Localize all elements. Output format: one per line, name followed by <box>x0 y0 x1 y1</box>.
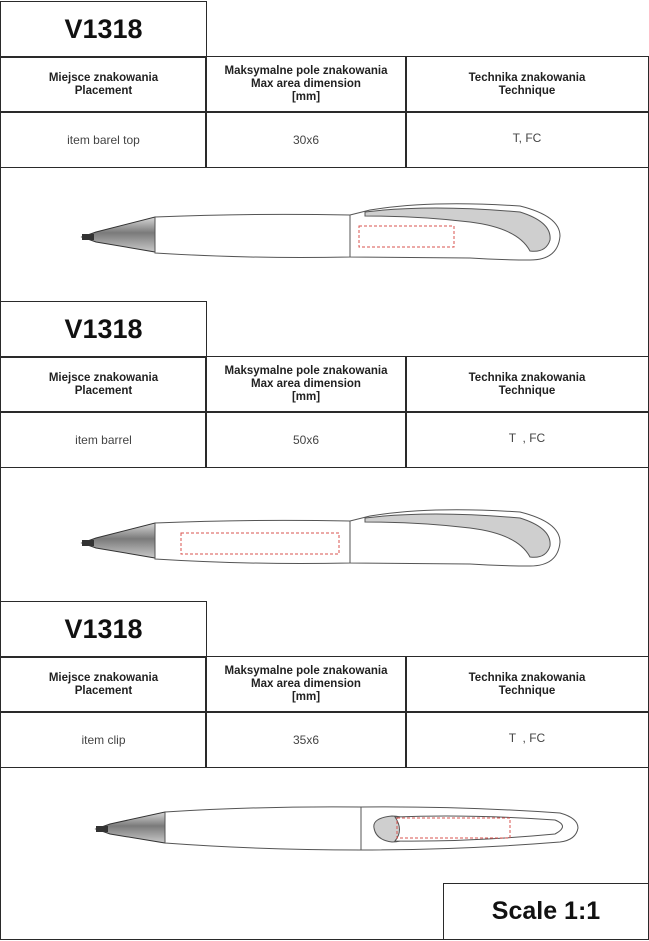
pen-barrel <box>165 807 361 850</box>
pen-barrel <box>155 520 350 563</box>
header-technique: Technika znakowania Technique <box>405 356 649 413</box>
header-max-area: Maksymalne pole znakowania Max area dimension [mm] <box>205 656 407 713</box>
header-placement: Miejsce znakowania Placement <box>0 356 207 413</box>
value-technique: T, FC <box>405 111 649 168</box>
pen-tip <box>82 523 155 558</box>
value-technique: T , FC <box>405 711 649 768</box>
product-code: V1318 <box>0 1 207 58</box>
value-placement: item barrel <box>0 411 207 468</box>
product-code: V1318 <box>0 301 207 358</box>
value-max-area: 50x6 <box>205 411 407 468</box>
header-max-area: Maksymalne pole znakowania Max area dimension [mm] <box>205 356 407 413</box>
product-code: V1318 <box>0 601 207 658</box>
pen-barrel <box>155 214 350 257</box>
pen-tip <box>82 217 155 252</box>
header-max-area: Maksymalne pole znakowania Max area dimension [mm] <box>205 56 407 113</box>
header-placement: Miejsce znakowania Placement <box>0 56 207 113</box>
header-technique: Technika znakowania Technique <box>405 656 649 713</box>
pen-drawing-3 <box>0 768 649 888</box>
value-max-area: 35x6 <box>205 711 407 768</box>
pen-drawing-1 <box>0 168 649 302</box>
value-placement: item clip <box>0 711 207 768</box>
value-max-area: 30x6 <box>205 111 407 168</box>
value-technique: T , FC <box>405 411 649 468</box>
header-placement: Miejsce znakowania Placement <box>0 656 207 713</box>
header-technique: Technika znakowania Technique <box>405 56 649 113</box>
value-placement: item barel top <box>0 111 207 168</box>
pen-tip <box>96 812 165 843</box>
scale-label: Scale 1:1 <box>443 883 649 940</box>
pen-drawing-2 <box>0 468 649 602</box>
